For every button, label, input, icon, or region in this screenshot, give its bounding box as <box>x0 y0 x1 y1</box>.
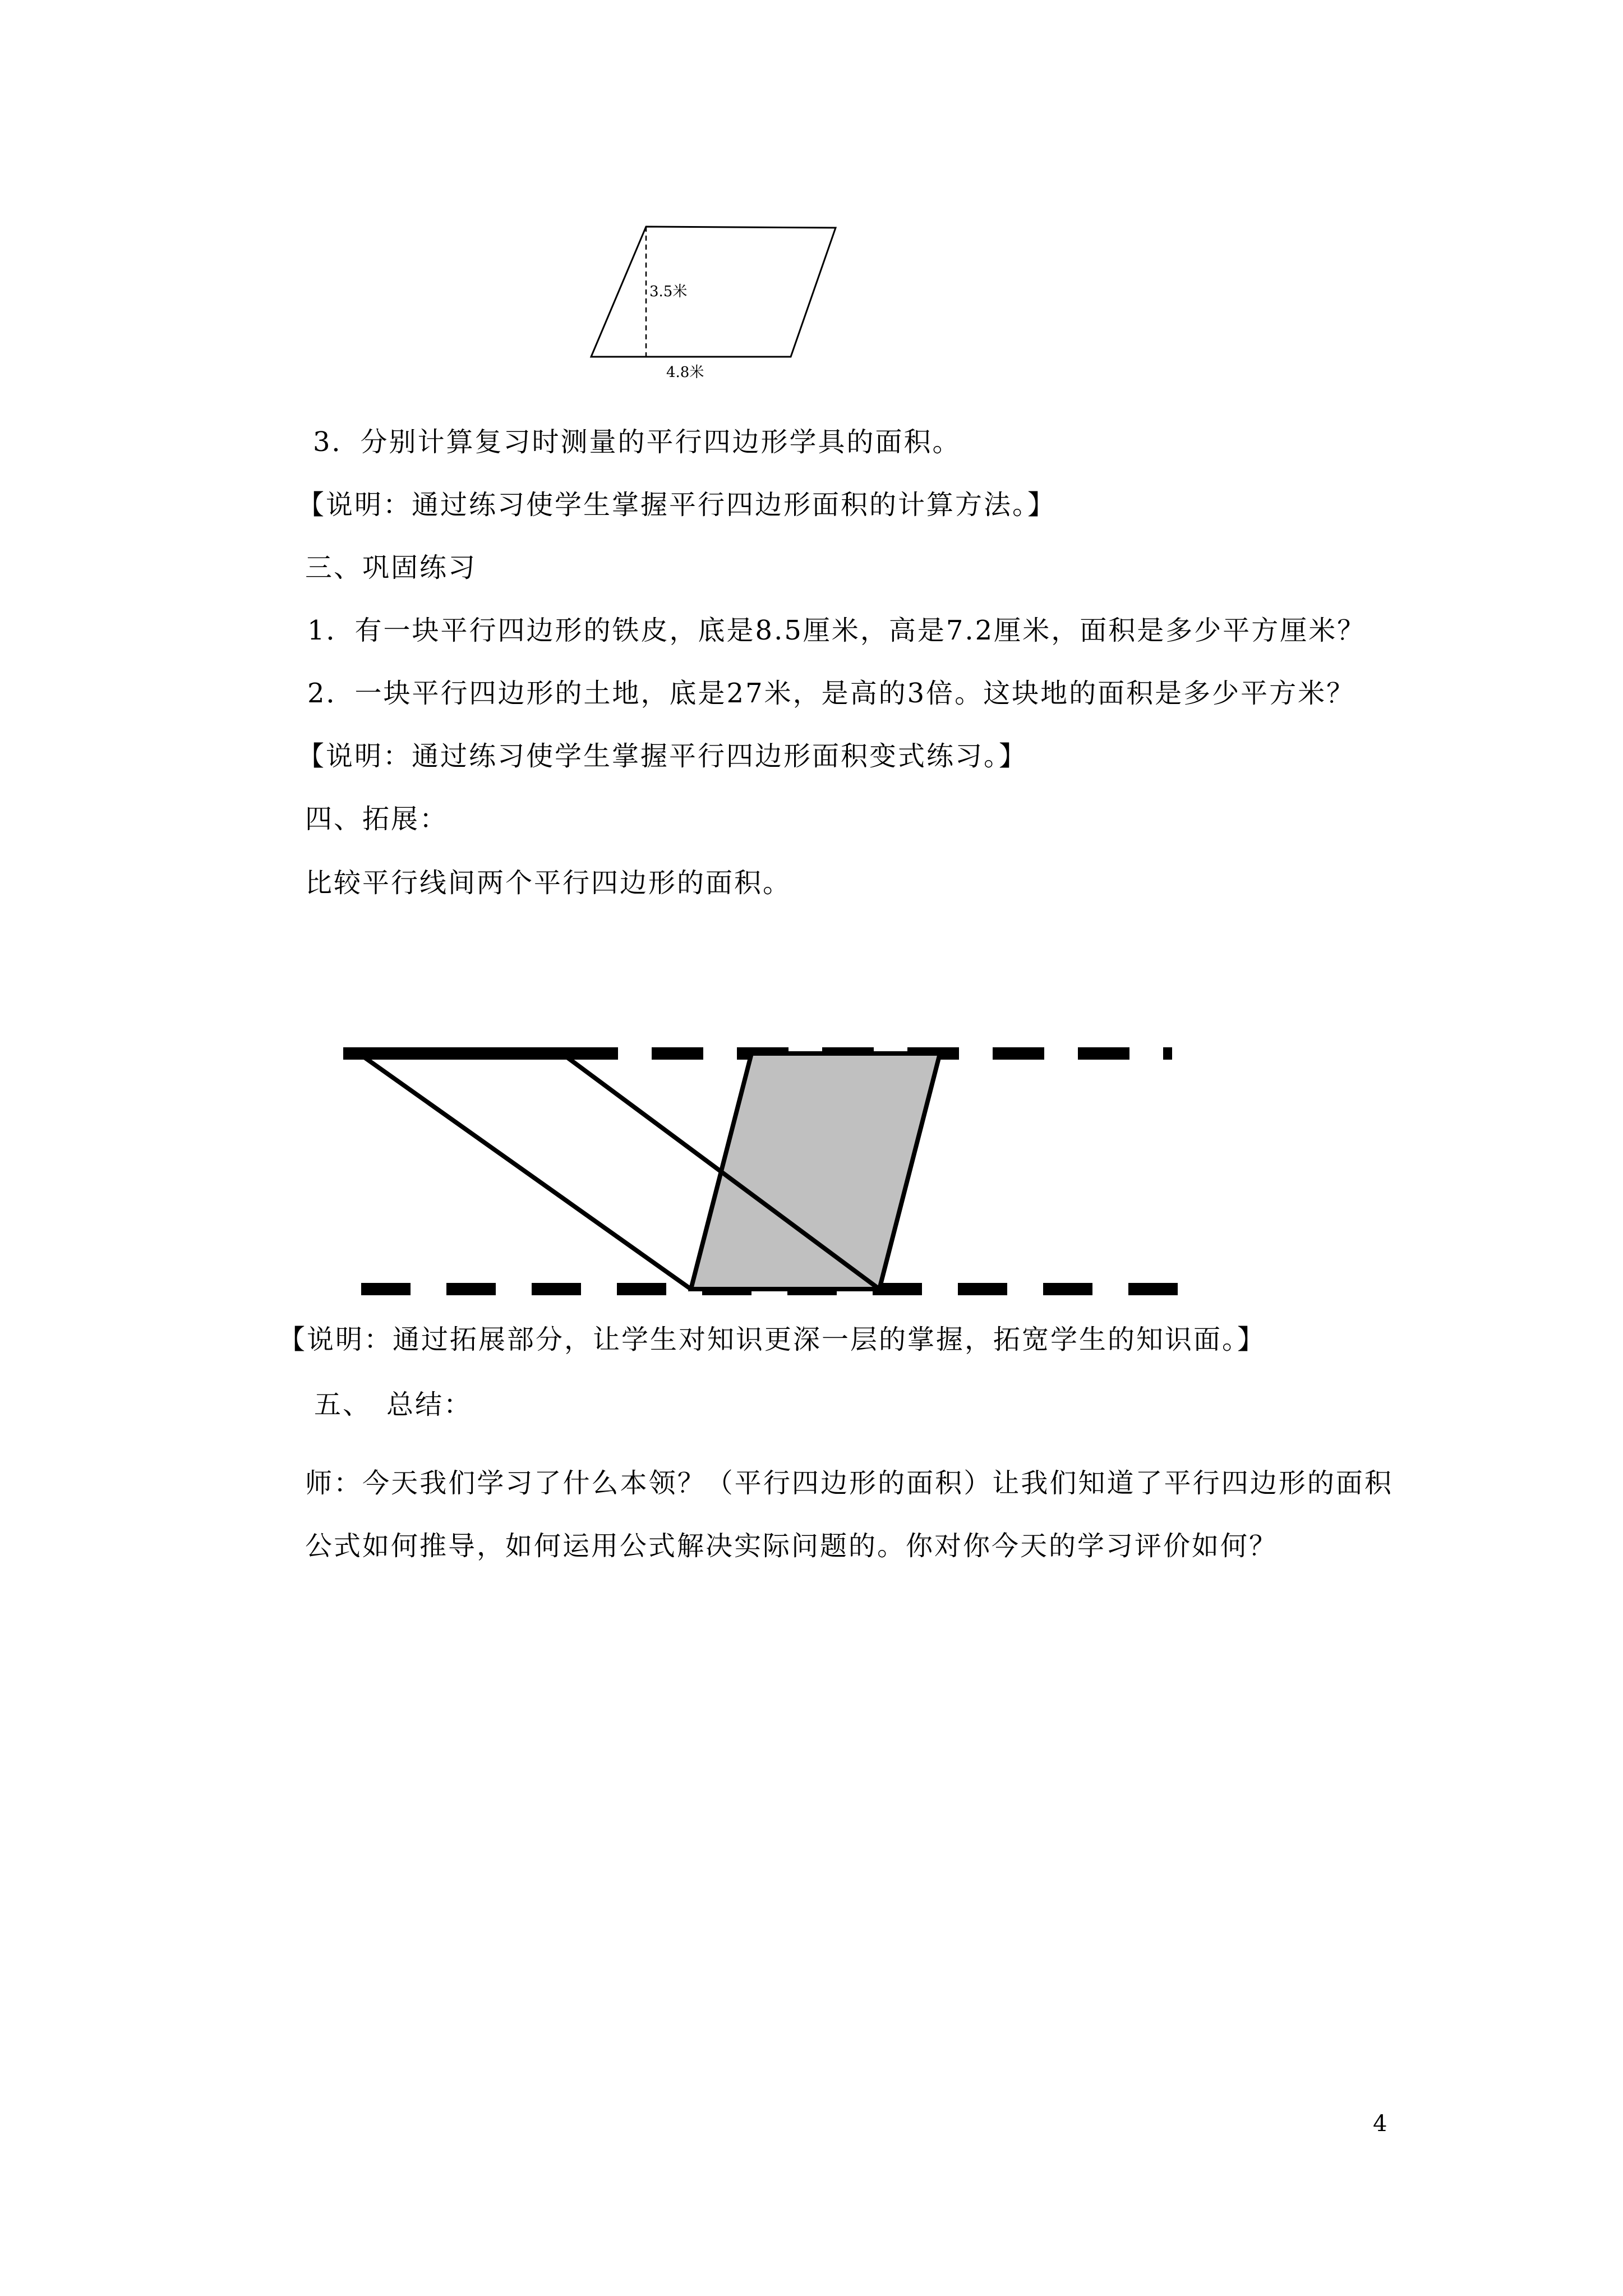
section-4-heading: 四、拓展： <box>305 803 449 835</box>
slanted-side-left <box>359 1053 691 1289</box>
page-number: 4 <box>1373 2111 1387 2137</box>
height-label: 3.5米 <box>649 283 688 300</box>
note-2: 【说明：通过练习使学生掌握平行四边形面积变式练习。】 <box>297 740 1028 772</box>
section-5-heading: 五、 总结： <box>314 1389 473 1420</box>
note-3: 【说明：通过拓展部分，让学生对知识更深一层的掌握，拓宽学生的知识面。】 <box>278 1324 1266 1355</box>
note-1: 【说明：通过练习使学生掌握平行四边形面积的计算方法。】 <box>297 489 1057 521</box>
parallelogram-figure <box>583 219 852 387</box>
extension-task: 比较平行线间两个平行四边形的面积。 <box>305 867 792 899</box>
summary-paragraph: 师：今天我们学习了什么本领？（平行四边形的面积）让我们知道了平行四边形的面积公式如何推导，如何运用公式解决实际问题的。你对你今天的学习评价如何？ <box>305 1467 1393 1562</box>
parallel-lines-figure <box>336 1032 1189 1301</box>
exercise-3: 3．分别计算复习时测量的平行四边形学具的面积。 <box>313 426 961 458</box>
base-label: 4.8米 <box>666 364 704 381</box>
section-3-heading: 三、巩固练习 <box>305 552 477 583</box>
shaded-parallelogram <box>691 1053 940 1289</box>
practice-1: 1．有一块平行四边形的铁皮，底是8.5厘米，高是7.2厘米，面积是多少平方厘米？ <box>307 615 1366 646</box>
practice-2: 2．一块平行四边形的土地，底是27米，是高的3倍。这块地的面积是多少平方米？ <box>307 678 1355 709</box>
parallelogram-outline <box>591 227 836 357</box>
